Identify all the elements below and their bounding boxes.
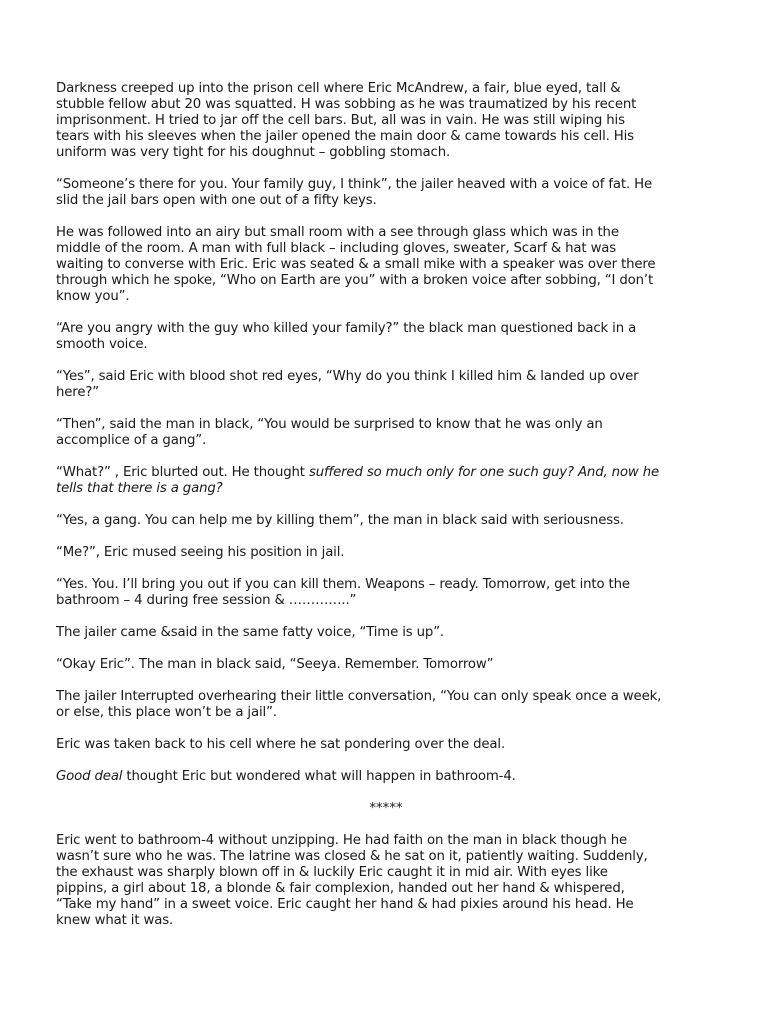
paragraph-13: The jailer Interrupted overhearing their little conversation, “You can only speak once a week, or else, this place won’t be a jail”.	[56, 689, 662, 720]
paragraph-16: Eric went to bathroom-4 without unzipping. He had faith on the man in black though he wasn’t sure who he was. The latrine was closed & he sat on it, patiently waiting. Suddenly, the exhaust was sharply blown off in & luckily Eric caught it in mid air. With eyes like pippins, a girl about 18, a blonde & fair complexion, handed out her hand & whispered, “Take my hand” in a sweet voice. Eric caught her hand & had pixies around his head. He knew what it was.	[56, 833, 648, 928]
paragraph-7-lead: “What?” , Eric blurted out. He thought	[56, 465, 309, 480]
paragraph-7-italic: suffered so much only for one such guy? And, now he tells that there is a gang?	[56, 465, 660, 496]
paragraph-3: He was followed into an airy but small room with a see through glass which was in the middle of the room. A man with full black – including gloves, sweater, Scarf & hat was waiting to converse with Eric. Eric was seated & a small mike with a speaker was over there through which he spoke, “Who on Earth are you” with a broken voice after sobbing, “I don’t know you”.	[56, 225, 656, 304]
paragraph-10: “Yes. You. I’ll bring you out if you can kill them. Weapons – ready. Tomorrow, get into the bathroom – 4 during free session & …………..”	[56, 577, 630, 608]
paragraph-14: Eric was taken back to his cell where he sat pondering over the deal.	[56, 737, 506, 752]
section-divider: *****	[369, 801, 403, 816]
paragraph-7	[56, 465, 716, 497]
paragraph-15	[56, 769, 716, 785]
paragraph-1: Darkness creeped up into the prison cell where Eric McAndrew, a fair, blue eyed, tall & stubble fellow abut 20 was squatted. H was sobbing as he was traumatized by his recent imprisonment. H tried to jar off the cell bars. But, all was in vain. He was still wiping his tears with his sleeves when the jailer opened the main door & came towards his cell. His uniform was very tight for his doughnut – gobbling stomach.	[56, 81, 637, 160]
paragraph-15-tail: thought Eric but wondered what will happen in bathroom-4.	[122, 769, 516, 784]
paragraph-15-italic: Good deal	[56, 769, 123, 784]
paragraph-9: “Me?”, Eric mused seeing his position in jail.	[56, 545, 345, 560]
document-body	[56, 81, 716, 945]
paragraph-12: “Okay Eric”. The man in black said, “Seeya. Remember. Tomorrow”	[56, 657, 494, 672]
paragraph-5: “Yes”, said Eric with blood shot red eyes, “Why do you think I killed him & landed up over here?”	[56, 369, 639, 400]
paragraph-2: “Someone’s there for you. Your family guy, I think”, the jailer heaved with a voice of fat. He slid the jail bars open with one out of a fifty keys.	[56, 177, 653, 208]
paragraph-8: “Yes, a gang. You can help me by killing them”, the man in black said with seriousness.	[56, 513, 624, 528]
paragraph-11: The jailer came &said in the same fatty voice, “Time is up”.	[56, 625, 445, 640]
paragraph-4: “Are you angry with the guy who killed your family?” the black man questioned back in a smooth voice.	[56, 321, 637, 352]
paragraph-6: “Then”, said the man in black, “You would be surprised to know that he was only an accomplice of a gang”.	[56, 417, 603, 448]
